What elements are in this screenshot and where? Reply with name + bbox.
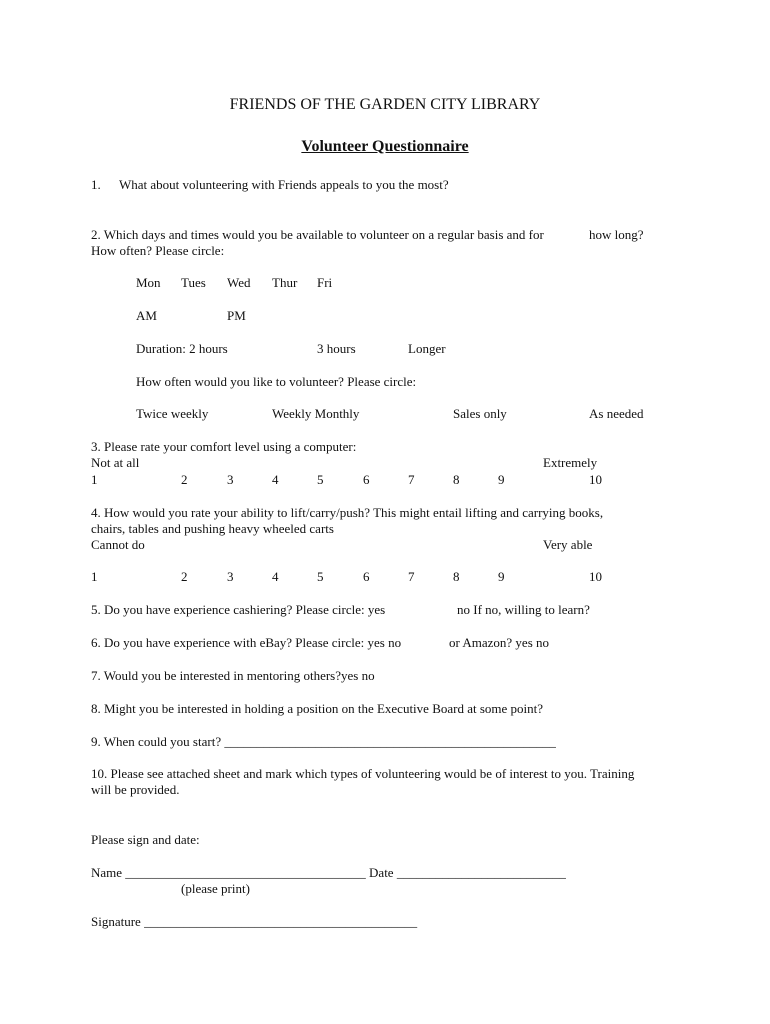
- day-option-fri: Fri: [317, 275, 333, 290]
- print-note: (please print): [181, 881, 250, 896]
- question-2-text: 2. Which days and times would you be available to volunteer on a regular basis and for: [91, 227, 544, 242]
- question-1-number: 1.: [91, 177, 101, 192]
- day-option-mon: Mon: [136, 275, 161, 290]
- question-6-text-tail: or Amazon? yes no: [449, 635, 550, 650]
- question-10-text-continued: will be provided.: [91, 782, 180, 797]
- rating-option: 10: [589, 472, 602, 487]
- question-5-text: 5. Do you have experience cashiering? Please circle: yes: [91, 602, 386, 617]
- form-title: FRIENDS OF THE GARDEN CITY LIBRARY: [229, 96, 541, 113]
- frequency-option-weekly-monthly: Weekly Monthly: [272, 406, 360, 421]
- question-4-text-continued: chairs, tables and pushing heavy wheeled carts: [91, 521, 334, 536]
- rating-option: 8: [453, 472, 460, 487]
- question-2-instruction: How often? Please circle:: [91, 243, 225, 258]
- question-3-text: 3. Please rate your comfort level using a computer:: [91, 439, 357, 454]
- rating-option: 3: [227, 569, 234, 584]
- question-10-text: 10. Please see attached sheet and mark which types of volunteering would be of interest to you. Training: [91, 766, 635, 781]
- rating-option: 3: [227, 472, 234, 487]
- rating-option: 8: [453, 569, 460, 584]
- rating-option: 10: [589, 569, 602, 584]
- day-option-wed: Wed: [227, 275, 251, 290]
- frequency-option-sales-only: Sales only: [453, 406, 507, 421]
- rating-option: 2: [181, 569, 188, 584]
- rating-option: 6: [363, 569, 370, 584]
- rating-option: 6: [363, 472, 370, 487]
- rating-option: 2: [181, 472, 188, 487]
- scale-high-label: Very able: [543, 537, 593, 552]
- scale-low-label: Not at all: [91, 455, 140, 470]
- rating-option: 5: [317, 472, 324, 487]
- question-1-text: What about volunteering with Friends appeals to you the most?: [119, 177, 449, 192]
- duration-option-longer: Longer: [408, 341, 446, 356]
- scale-high-label: Extremely: [543, 455, 598, 470]
- time-option-pm: PM: [227, 308, 246, 323]
- rating-option: 7: [408, 569, 415, 584]
- name-date-line: Name _____________________________________ Date __________________________: [91, 865, 566, 880]
- question-4-text: 4. How would you rate your ability to lift/carry/push? This might entail lifting and carrying books,: [91, 505, 604, 520]
- time-option-am: AM: [136, 308, 157, 323]
- duration-label: Duration: 2 hours: [136, 341, 228, 356]
- day-option-tues: Tues: [181, 275, 206, 290]
- signature-line: Signature __________________________________________: [91, 914, 418, 929]
- sign-prompt: Please sign and date:: [91, 832, 200, 847]
- question-2-text-tail: how long?: [589, 227, 644, 242]
- rating-option: 9: [498, 569, 505, 584]
- rating-option: 1: [91, 472, 98, 487]
- duration-option-3-hours: 3 hours: [317, 341, 356, 356]
- scale-low-label: Cannot do: [91, 537, 145, 552]
- rating-option: 4: [272, 472, 279, 487]
- day-option-thur: Thur: [272, 275, 298, 290]
- question-5-text-tail: no If no, willing to learn?: [457, 602, 590, 617]
- frequency-option-twice-weekly: Twice weekly: [136, 406, 209, 421]
- rating-option: 1: [91, 569, 98, 584]
- question-7-text: 7. Would you be interested in mentoring others?yes no: [91, 668, 375, 683]
- frequency-option-as-needed: As needed: [589, 406, 644, 421]
- rating-option: 4: [272, 569, 279, 584]
- question-9-text: 9. When could you start? ___________________________________________________: [91, 734, 556, 749]
- rating-option: 9: [498, 472, 505, 487]
- question-6-text: 6. Do you have experience with eBay? Please circle: yes no: [91, 635, 402, 650]
- question-8-text: 8. Might you be interested in holding a position on the Executive Board at some point?: [91, 701, 544, 716]
- rating-option: 7: [408, 472, 415, 487]
- rating-option: 5: [317, 569, 324, 584]
- form-subtitle: Volunteer Questionnaire: [301, 138, 469, 155]
- frequency-prompt: How often would you like to volunteer? Please circle:: [136, 374, 417, 389]
